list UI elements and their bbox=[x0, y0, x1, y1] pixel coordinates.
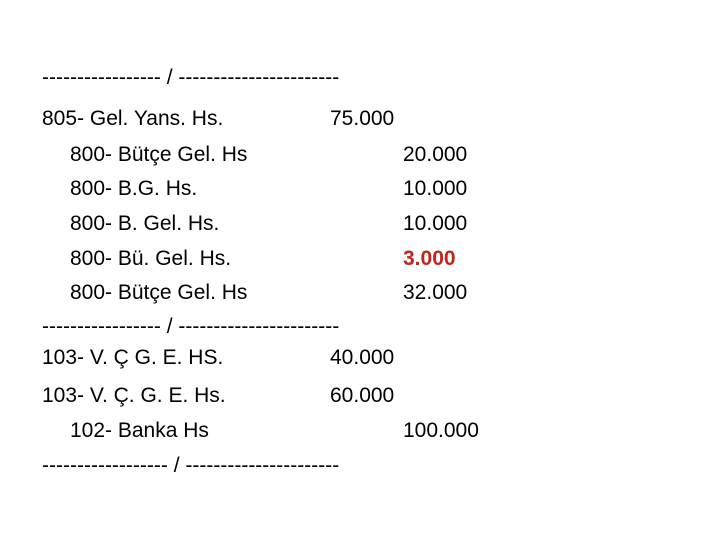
entry-credit: 20.000 bbox=[403, 143, 468, 166]
entry-credit: 32.000 bbox=[403, 281, 468, 304]
entry-account: 102- Banka Hs bbox=[70, 419, 209, 442]
entry-account: 805- Gel. Yans. Hs. bbox=[42, 107, 224, 130]
entry-account: 800- B.G. Hs. bbox=[70, 177, 198, 200]
entry-credit: 100.000 bbox=[403, 419, 479, 442]
entry-account: 800- B. Gel. Hs. bbox=[70, 212, 220, 235]
entry-account: 103- V. Ç G. E. HS. bbox=[42, 346, 224, 369]
entry-debit: 40.000 bbox=[330, 346, 395, 369]
entry-debit: 75.000 bbox=[330, 107, 395, 130]
entry-account: 800- Bütçe Gel. Hs bbox=[70, 281, 248, 304]
entry-credit-highlight: 3.000 bbox=[403, 247, 456, 270]
separator-line: ----------------- / ----------------------- bbox=[42, 315, 340, 338]
entry-account: 103- V. Ç. G. E. Hs. bbox=[42, 384, 226, 407]
separator-line: ----------------- / ----------------------- bbox=[42, 66, 340, 89]
entry-credit: 10.000 bbox=[403, 177, 468, 200]
entry-account: 800- Bütçe Gel. Hs bbox=[70, 143, 248, 166]
entry-credit: 10.000 bbox=[403, 212, 468, 235]
entry-debit: 60.000 bbox=[330, 384, 395, 407]
separator-line: ------------------ / ---------------------- bbox=[42, 454, 340, 477]
entry-account: 800- Bü. Gel. Hs. bbox=[70, 247, 232, 270]
